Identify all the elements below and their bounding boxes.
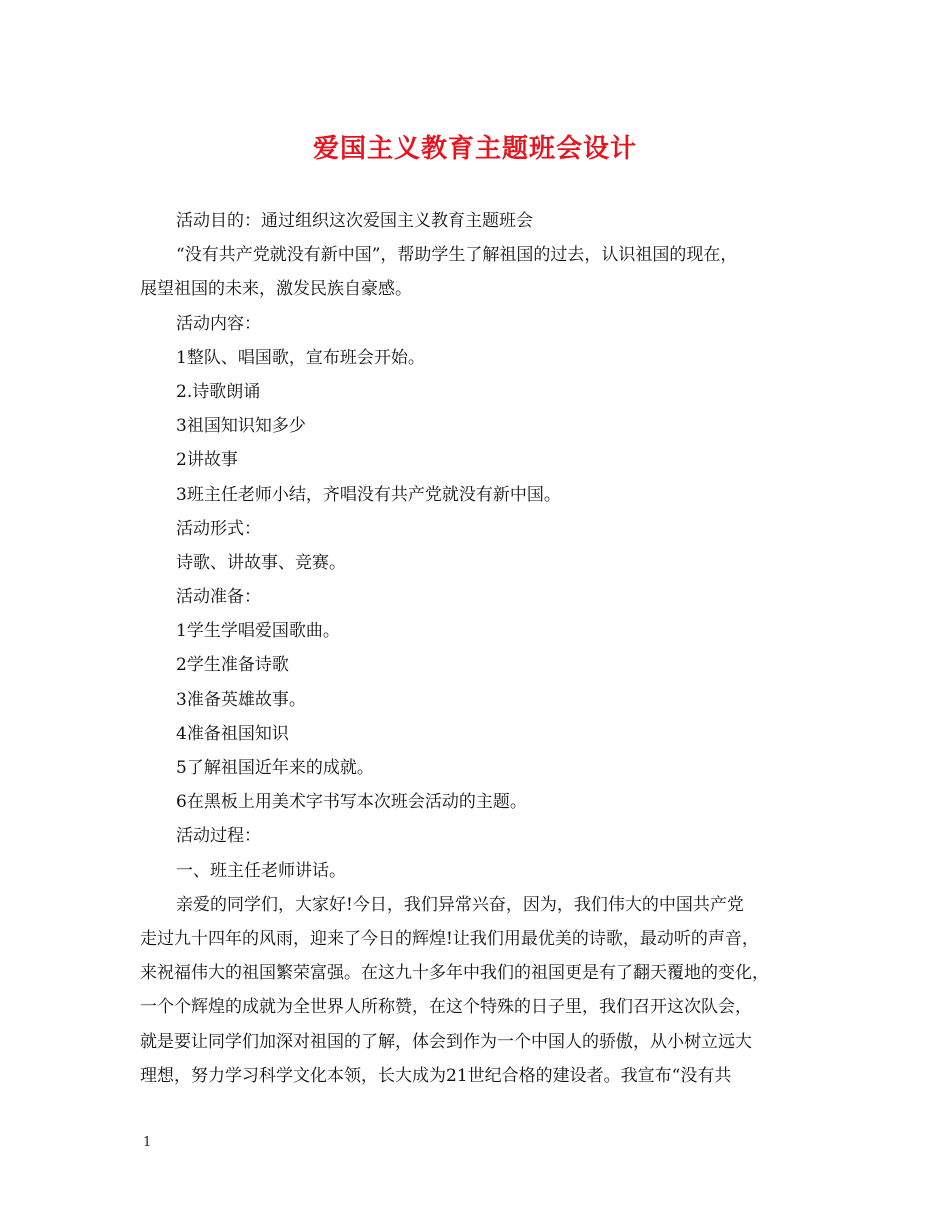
- list-item: 2.诗歌朗诵: [176, 381, 261, 402]
- section-heading: 活动过程：: [176, 826, 261, 847]
- speech-line: 亲爱的同学们，大家好!今日，我们异常兴奋，因为，我们伟大的中国共产党: [176, 894, 744, 915]
- list-item: 6在黑板上用美术字书写本次班会活动的主题。: [176, 792, 527, 813]
- speech-line: 走过九十四年的风雨，迎来了今日的辉煌!让我们用最优美的诗歌，最动听的声音，: [140, 928, 759, 949]
- section-heading: 活动准备：: [176, 587, 261, 608]
- list-item: 1学生学唱爱国歌曲。: [176, 621, 340, 642]
- page-number: 1: [143, 1135, 152, 1150]
- paragraph-line: 诗歌、讲故事、竞赛。: [176, 552, 346, 573]
- list-item: 3准备英雄故事。: [176, 689, 306, 710]
- speech-line: 理想，努力学习科学文化本领，长大成为21世纪合格的建设者。我宣布“没有共: [140, 1065, 732, 1086]
- paragraph-line: “没有共产党就没有新中国”，帮助学生了解祖国的过去，认识祖国的现在，: [176, 245, 738, 266]
- list-item: 5了解祖国近年来的成就。: [176, 758, 374, 778]
- list-item: 2学生准备诗歌: [176, 655, 289, 676]
- list-item: 2讲故事: [176, 450, 238, 471]
- subsection-heading: 一、班主任老师讲话。: [176, 860, 346, 881]
- speech-line: 来祝福伟大的祖国繁荣富强。在这九十多年中我们的祖国更是有了翻天覆地的变化，: [140, 963, 769, 984]
- document-title: 爱国主义教育主题班会设计: [312, 134, 637, 164]
- document-body: [140, 204, 824, 1093]
- list-item: 3祖国知识知多少: [176, 416, 306, 437]
- list-item: 1整队、唱国歌，宣布班会开始。: [176, 347, 425, 368]
- speech-line: 就是要让同学们加深对祖国的了解，体会到作为一个中国人的骄傲，从小树立远大: [140, 1031, 752, 1052]
- section-heading: 活动内容：: [176, 313, 261, 334]
- paragraph-line: 活动目的：通过组织这次爱国主义教育主题班会: [176, 211, 533, 231]
- paragraph-line: 展望祖国的未来，激发民族自豪感。: [140, 279, 412, 300]
- list-item: 3班主任老师小结，齐唱没有共产党就没有新中国。: [176, 484, 561, 505]
- speech-line: 一个个辉煌的成就为全世界人所称赞，在这个特殊的日子里，我们召开这次队会，: [140, 997, 752, 1018]
- list-item: 4准备祖国知识: [176, 723, 289, 744]
- section-heading: 活动形式：: [176, 518, 261, 539]
